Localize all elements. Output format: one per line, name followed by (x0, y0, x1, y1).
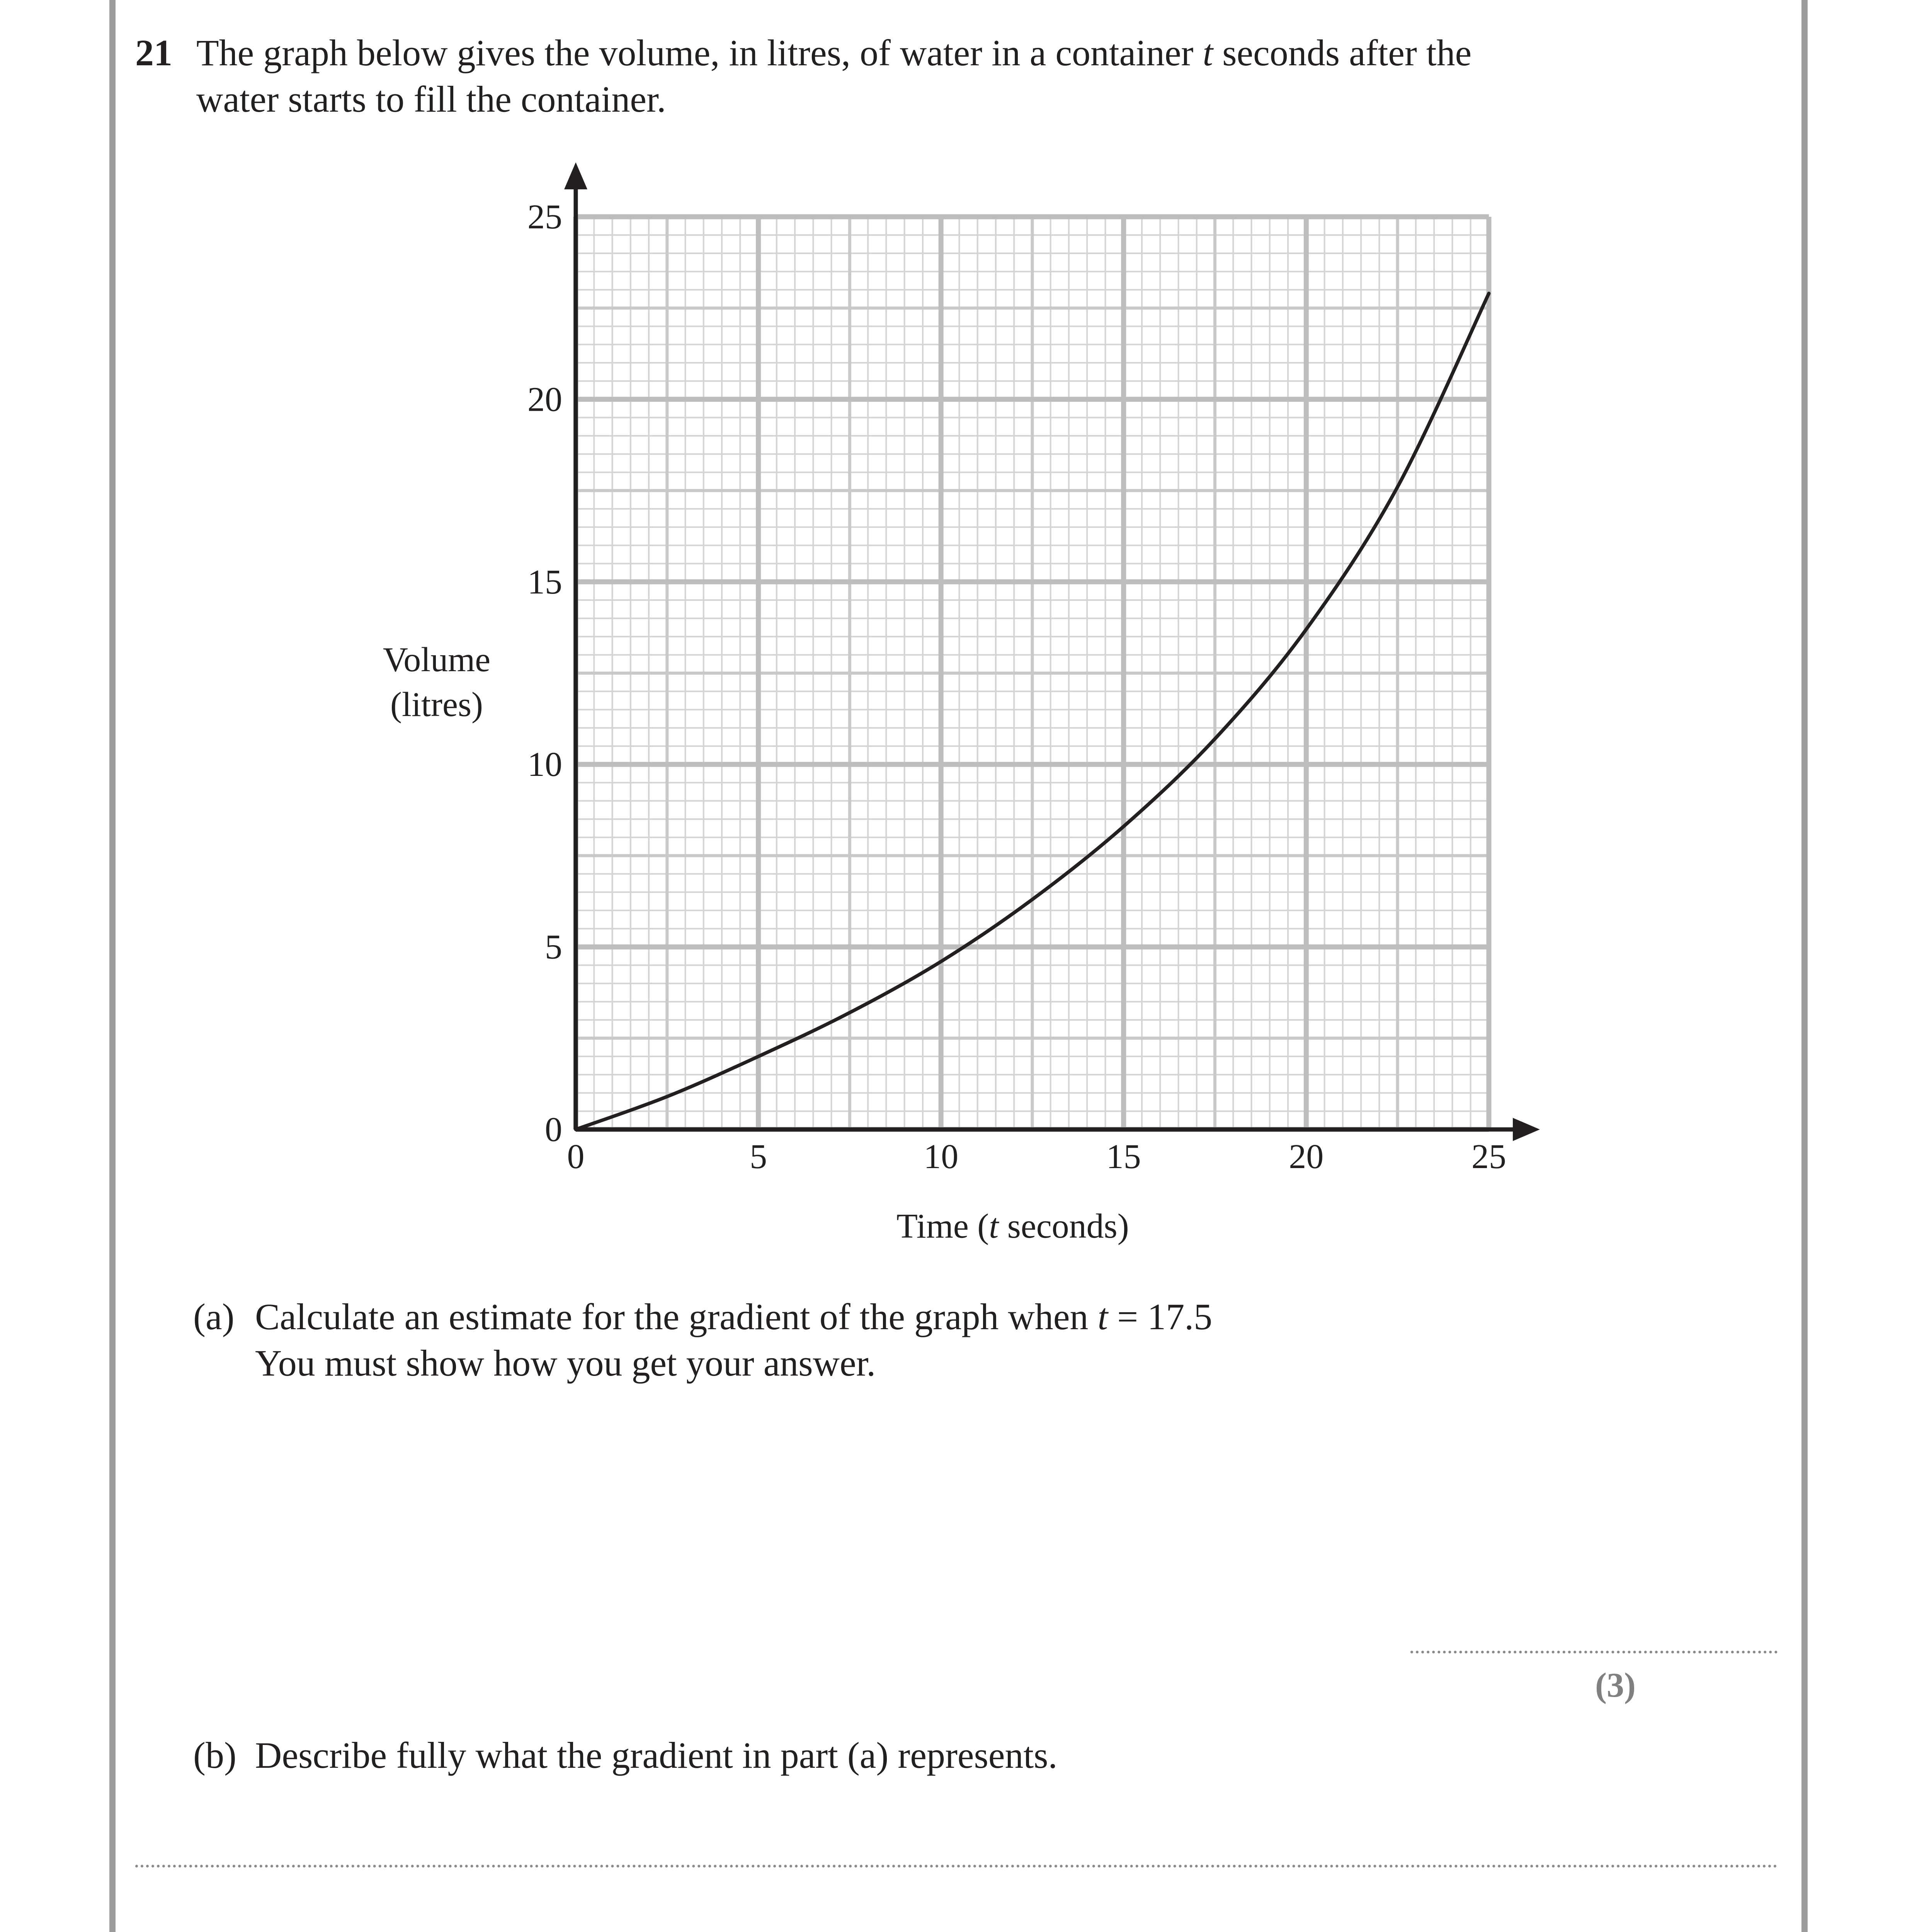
answer-line-a[interactable] (1410, 1651, 1778, 1653)
x-tick-label: 10 (924, 1138, 959, 1176)
y-tick-label: 10 (527, 745, 562, 784)
x-tick-label: 0 (567, 1138, 585, 1176)
x-tick-label: 25 (1471, 1138, 1506, 1176)
y-tick-label: 5 (545, 928, 562, 966)
part-b-label: (b) (193, 1735, 236, 1776)
marks-a: (3) (1595, 1666, 1636, 1704)
part-a-line1: Calculate an estimate for the gradient of the graph when t = 17.5 (255, 1296, 1213, 1337)
x-tick-label: 20 (1289, 1138, 1324, 1176)
y-axis-label: Volume (litres) (383, 641, 491, 724)
x-axis-arrow (1513, 1118, 1540, 1141)
y-tick-label: 15 (527, 563, 562, 601)
x-axis-label: Time (t seconds) (896, 1207, 1129, 1245)
answer-line-b1[interactable] (135, 1865, 1778, 1867)
part-a-line2: You must show how you get your answer. (255, 1342, 876, 1384)
y-tick-label: 25 (527, 198, 562, 236)
x-tick-label: 15 (1106, 1138, 1141, 1176)
part-a-label: (a) (193, 1296, 235, 1337)
question-intro-line1: The graph below gives the volume, in litres, of water in a container t seconds after the (196, 32, 1472, 73)
part-b-text: Describe fully what the gradient in part (a) represents. (255, 1735, 1058, 1776)
y-tick-label: 20 (527, 380, 562, 419)
y-tick-label: 0 (545, 1111, 562, 1149)
y-axis-arrow (564, 162, 587, 189)
question-number: 21 (135, 32, 172, 73)
grid-mid-lines (576, 217, 1489, 1129)
x-tick-label: 5 (750, 1138, 767, 1176)
question-intro-line2: water starts to fill the container. (196, 78, 666, 120)
